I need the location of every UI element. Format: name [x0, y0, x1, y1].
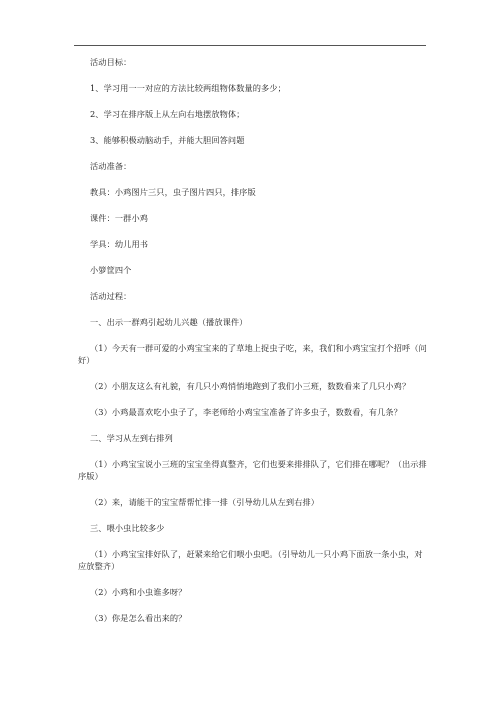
section-3-step-2: （2）小鸡和小虫谁多呀？: [90, 587, 187, 597]
section-3-step-3: （3）你是怎么看出来的？: [90, 613, 187, 623]
prep-item-learning-aids: 学具：幼儿用书: [90, 239, 149, 249]
section-2-step-1: （1）小鸡宝宝说小三班的宝宝坐得真整齐，它们也要来排排队了，它们排在哪呢？（出示排序版）: [78, 459, 427, 481]
section-1-step-2: （2）小朋友这么有礼貌，有几只小鸡悄悄地跑到了我们小三班，数数看来了几只小鸡？: [90, 381, 411, 391]
prep-item-teaching-aids: 教具：小鸡图片三只，虫子图片四只，排序版: [90, 187, 256, 197]
document-body: [78, 56, 430, 638]
heading-goals: 活动目标：: [90, 57, 132, 67]
heading-preparation: 活动准备：: [90, 161, 132, 171]
section-2-heading: 二、学习从左到右排列: [90, 433, 173, 443]
prep-item-baskets: 小箩筐四个: [90, 265, 132, 275]
goal-item-1: 1、学习用一一对应的方法比较两组物体数量的多少；: [90, 83, 286, 93]
goal-item-2: 2、学习在排序版上从左向右地摆放物体；: [90, 109, 245, 119]
section-3-step-1: （1）小鸡宝宝排好队了，赶紧来给它们喂小虫吧。（引导幼儿一只小鸡下面放一条小虫，对应放整齐）: [78, 549, 423, 571]
prep-item-courseware: 课件：一群小鸡: [90, 213, 149, 223]
section-3-heading: 三、喂小虫比较多少: [90, 523, 165, 533]
section-2-step-2: （2）来，请能干的宝宝帮帮忙排一排（引导幼儿从左到右排）: [90, 497, 320, 507]
section-1-heading: 一、出示一群鸡引起幼儿兴趣（播放课件）: [90, 317, 248, 327]
section-1-step-1: （1）今天有一群可爱的小鸡宝宝来的了草地上捉虫子吃，来，我们和小鸡宝宝打个招呼（问好）: [78, 343, 427, 365]
section-1-step-3: （3）小鸡最喜欢吃小虫子了，李老师给小鸡宝宝准备了许多虫子，数数看，有几条？: [90, 407, 402, 417]
header-rule: [74, 45, 426, 46]
heading-process: 活动过程：: [90, 291, 132, 301]
goal-item-3: 3、能够积极动脑动手，并能大胆回答问题: [90, 135, 245, 145]
